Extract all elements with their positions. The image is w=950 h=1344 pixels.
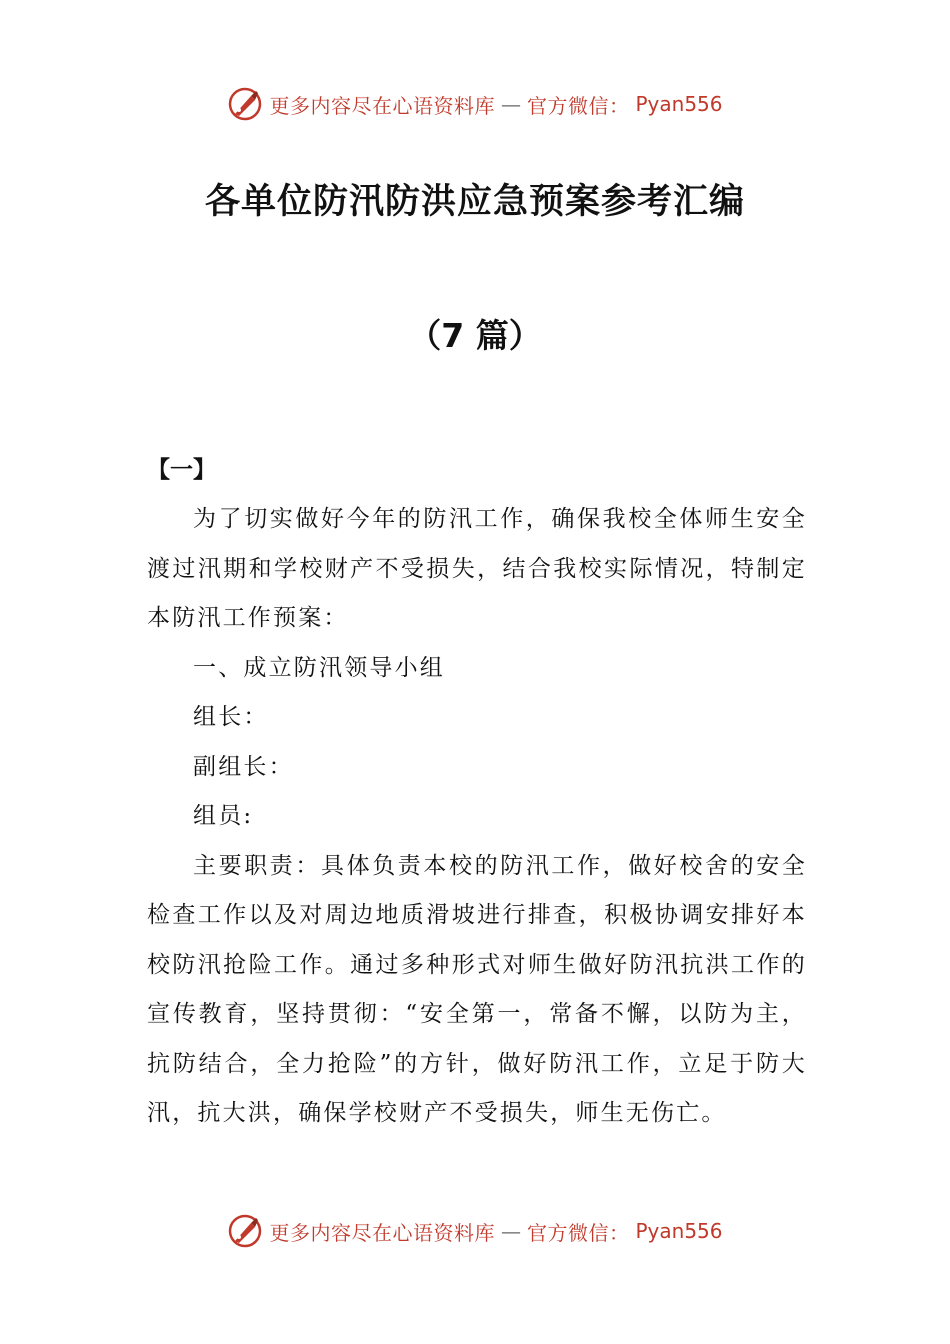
paragraph-heading-1: 一、成立防汛领导小组 <box>193 654 445 681</box>
watermark-banner-top <box>0 84 950 124</box>
watermark-official: 官方微信： <box>526 93 630 118</box>
paragraph-leader: 组长： <box>193 704 269 730</box>
watermark-account: Pyan556 <box>635 92 723 116</box>
section-heading: 【一】 <box>147 457 216 483</box>
document-subtitle: （7 篇） <box>408 316 542 355</box>
paragraph-intro: 为了切实做好今年的防汛工作，确保我校全体师生安全渡过汛期和学校财产不受损失，结合我校实际情况，特制定本防汛工作预案： <box>147 506 807 631</box>
paragraph-responsibilities: 主要职责：具体负责本校的防汛工作，做好校舍的安全检查工作以及对周边地质滑坡进行排查，积极协调安排好本校防汛抢险工作。通过多种形式对师生做好防汛抗洪工作的宣传教育，坚持贯彻：“安全第一，常备不懈，以防为主，抗防结合，全力抢险”的方针，做好防汛工作，立足于防大汛，抗大洪，确保学校财产不受损失，师生无伤亡。 <box>147 852 807 1126</box>
watermark-account: Pyan556 <box>635 1219 723 1243</box>
watermark-brand: 更多内容尽在心语资料库 <box>269 1220 495 1245</box>
watermark-separator: — <box>500 1219 521 1243</box>
paragraph-deputy-leader: 副组长： <box>193 753 294 780</box>
watermark-official: 官方微信： <box>526 1220 630 1245</box>
paragraph-members: 组员: <box>193 803 254 829</box>
watermark-banner-bottom <box>0 1211 950 1251</box>
document-body <box>147 446 807 1139</box>
fountain-pen-logo-icon <box>227 1213 263 1249</box>
watermark-brand: 更多内容尽在心语资料库 <box>269 93 495 118</box>
watermark-separator: — <box>500 92 521 116</box>
document-title: 各单位防汛防洪应急预案参考汇编 <box>204 182 745 222</box>
fountain-pen-logo-icon <box>227 86 263 122</box>
